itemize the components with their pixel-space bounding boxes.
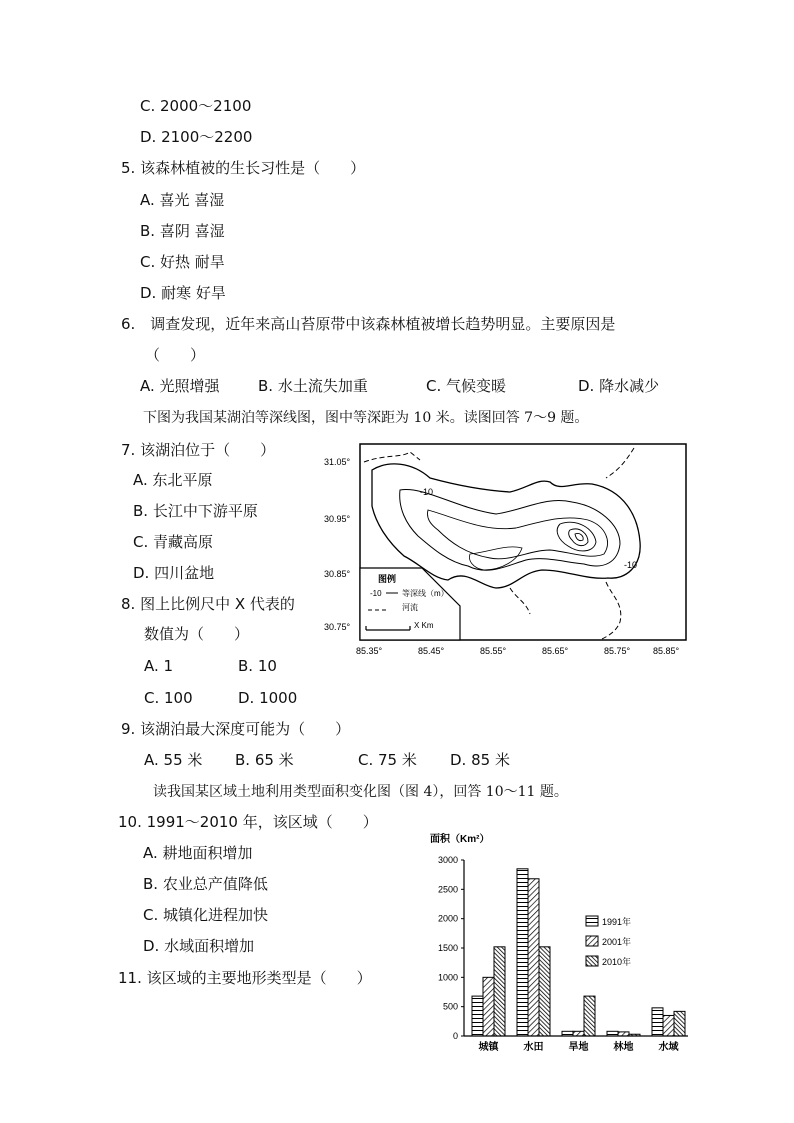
lon-label: 85.45° xyxy=(418,646,445,656)
bar-城镇-2001年 xyxy=(483,977,494,1036)
legend-swatch xyxy=(586,956,598,966)
category-label: 旱地 xyxy=(568,1042,589,1053)
legend-label: 2001年 xyxy=(602,937,632,947)
bar-水域-2010年 xyxy=(674,1011,685,1036)
legend-label: 2010年 xyxy=(602,957,632,967)
q10-option-a: A. 耕地面积增加 xyxy=(143,844,253,862)
legend-title: 图例 xyxy=(378,574,397,584)
bar-林地-2001年 xyxy=(618,1032,629,1036)
intro-10-11: 读我国某区域土地利用类型面积变化图（图 4），回答 10～11 题。 xyxy=(153,784,568,800)
lat-label: 31.05° xyxy=(324,457,351,467)
category-label: 水域 xyxy=(658,1042,679,1053)
y-tick-label: 2000 xyxy=(437,913,458,924)
q5-option-a: A. 喜光 喜湿 xyxy=(140,191,225,209)
bar-水田-2010年 xyxy=(539,947,550,1036)
y-tick-label: 1500 xyxy=(437,943,458,953)
y-tick-label: 500 xyxy=(442,1001,458,1012)
q4-option-d: D. 2100～2200 xyxy=(140,128,253,146)
q8-stem-line1: 8. 图上比例尺中 X 代表的 xyxy=(121,595,295,613)
q8-option-b: B. 10 xyxy=(238,657,277,675)
lon-label: 85.35° xyxy=(356,646,383,656)
q8-option-d: D. 1000 xyxy=(238,689,298,707)
q10-option-d: D. 水域面积增加 xyxy=(143,937,255,955)
q5-option-b: B. 喜阴 喜湿 xyxy=(140,222,225,240)
bar-旱地-2001年 xyxy=(573,1031,584,1036)
legend-swatch xyxy=(586,936,598,946)
q10-option-c: C. 城镇化进程加快 xyxy=(143,906,269,924)
lat-label: 30.95° xyxy=(324,514,351,524)
y-tick-label: 3000 xyxy=(437,855,458,865)
lon-label: 85.75° xyxy=(604,646,631,656)
q10-stem: 10. 1991～2010 年，该区域（ ） xyxy=(118,813,378,831)
y-tick-label: 2500 xyxy=(437,884,458,895)
lake-bathymetric-map xyxy=(320,438,690,664)
q4-option-c: C. 2000～2100 xyxy=(140,97,252,115)
category-label: 林地 xyxy=(613,1042,634,1053)
legend-contour-label: 等深线（m） xyxy=(402,589,449,598)
legend-river-label: 河流 xyxy=(402,603,418,612)
lat-label: 30.75° xyxy=(324,622,351,632)
q6-paren: （ ） xyxy=(145,346,206,364)
category-label: 水田 xyxy=(523,1042,544,1053)
contour-label: -10 xyxy=(624,560,638,570)
bar-水域-2001年 xyxy=(663,1015,674,1036)
bar-水域-1991年 xyxy=(652,1008,663,1036)
category-label: 城镇 xyxy=(478,1042,499,1053)
bar-水田-2001年 xyxy=(528,879,539,1036)
land-use-bar-chart xyxy=(418,826,700,1056)
lon-label: 85.85° xyxy=(653,646,680,656)
q6-option-d: D. 降水减少 xyxy=(578,377,660,395)
q7-option-c: C. 青藏高原 xyxy=(133,533,214,551)
q5-option-c: C. 好热 耐旱 xyxy=(140,253,225,271)
q9-stem: 9. 该湖泊最大深度可能为（ ） xyxy=(121,720,351,738)
q7-option-b: B. 长江中下游平原 xyxy=(133,502,258,520)
y-tick-label: 0 xyxy=(452,1031,458,1041)
legend-scale-label: X Km xyxy=(414,621,434,630)
bar-旱地-1991年 xyxy=(562,1031,573,1036)
q6-option-b: B. 水土流失加重 xyxy=(258,377,368,395)
y-axis-label: 面积（Km²） xyxy=(430,834,490,845)
bar-城镇-2010年 xyxy=(494,947,505,1036)
intro-7-9: 下图为我国某湖泊等深线图，图中等深距为 10 米。读图回答 7～9 题。 xyxy=(143,410,589,426)
q6-option-a: A. 光照增强 xyxy=(140,377,220,395)
q10-option-b: B. 农业总产值降低 xyxy=(143,875,268,893)
q6-stem: 6. 调查发现，近年来高山苔原带中该森林植被增长趋势明显。主要原因是 xyxy=(121,315,616,333)
q8-stem-line2: 数值为（ ） xyxy=(144,625,250,643)
q5-stem: 5. 该森林植被的生长习性是（ ） xyxy=(121,159,366,177)
q7-option-d: D. 四川盆地 xyxy=(133,564,215,582)
lat-label: 30.85° xyxy=(324,569,351,579)
q7-option-a: A. 东北平原 xyxy=(133,471,213,489)
q5-option-d: D. 耐寒 好旱 xyxy=(140,284,226,302)
q11-stem: 11. 该区域的主要地形类型是（ ） xyxy=(118,969,372,987)
bar-城镇-1991年 xyxy=(472,996,483,1036)
q7-stem: 7. 该湖泊位于（ ） xyxy=(121,441,276,459)
q9-option-d: D. 85 米 xyxy=(450,751,510,769)
bar-水田-1991年 xyxy=(517,869,528,1036)
contour-label: -10 xyxy=(420,487,434,497)
y-tick-label: 1000 xyxy=(437,972,458,983)
lon-label: 85.55° xyxy=(480,646,507,656)
q6-option-c: C. 气候变暖 xyxy=(426,377,507,395)
q9-option-c: C. 75 米 xyxy=(358,751,417,769)
q8-option-a: A. 1 xyxy=(144,657,174,675)
legend-contour-value: -10 xyxy=(370,589,382,598)
legend-label: 1991年 xyxy=(602,917,632,927)
bar-旱地-2010年 xyxy=(584,996,595,1036)
bar-林地-1991年 xyxy=(607,1031,618,1036)
q9-option-b: B. 65 米 xyxy=(235,751,294,769)
q8-option-c: C. 100 xyxy=(144,689,193,707)
lon-label: 85.65° xyxy=(542,646,569,656)
legend-swatch xyxy=(586,916,598,926)
q9-option-a: A. 55 米 xyxy=(144,751,203,769)
